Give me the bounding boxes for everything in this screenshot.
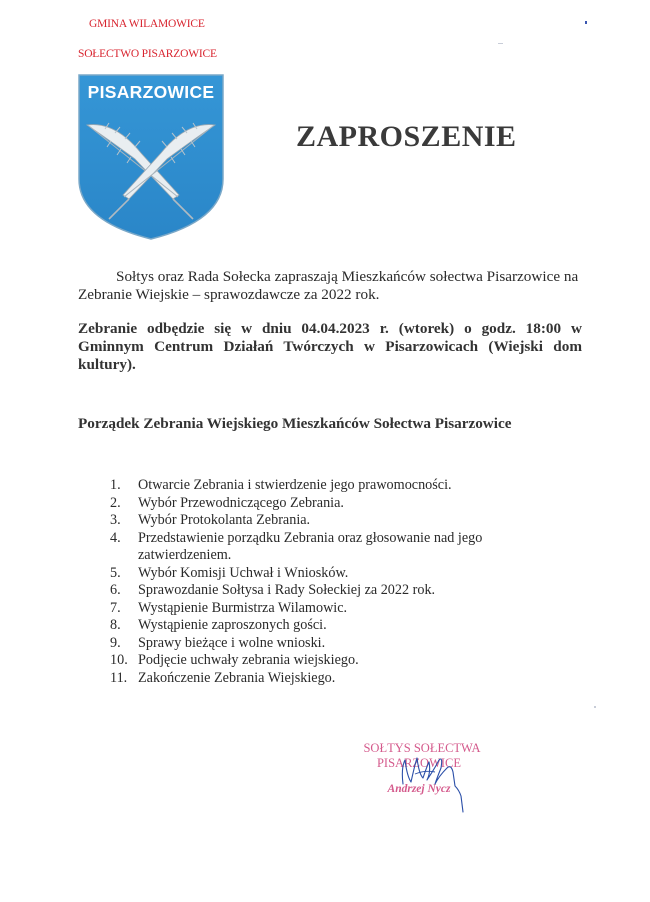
agenda-item-number: 1. <box>110 477 121 493</box>
agenda-item-text: Podjęcie uchwały zebrania wiejskiego. <box>138 652 359 668</box>
agenda-item-number: 4. <box>110 529 121 546</box>
agenda-list <box>110 477 490 687</box>
agenda-item-number: 10. <box>110 652 128 668</box>
agenda-item <box>110 512 490 530</box>
agenda-item-text: Sprawy bieżące i wolne wnioski. <box>138 634 326 651</box>
agenda-item-text: Wybór Komisji Uchwał i Wniosków. <box>138 564 349 581</box>
document-title: ZAPROSZENIE <box>296 120 517 153</box>
municipality-header: GMINA WILAMOWICE <box>89 18 205 30</box>
agenda-item <box>110 565 490 583</box>
agenda-item <box>110 635 490 653</box>
agenda-item-number: 3. <box>110 512 121 528</box>
agenda-item-text: Wybór Przewodniczącego Zebrania. <box>138 494 344 511</box>
official-stamp-with-signature <box>355 738 490 818</box>
agenda-item <box>110 670 490 688</box>
agenda-item <box>110 530 490 565</box>
agenda-item <box>110 652 490 670</box>
agenda-item-text: Przedstawienie porządku Zebrania oraz głosowanie nad jego zatwierdzeniem. <box>138 529 483 563</box>
intro-text: Sołtys oraz Rada Sołecka zapraszają Mieszkańców sołectwa Pisarzowice na Zebranie Wiejskie – sprawozdawcze za 2022 rok. <box>78 268 579 303</box>
stamp-name: Andrzej Nycz <box>387 783 451 795</box>
meeting-info-paragraph: Zebranie odbędzie się w dniu 04.04.2023 r. (wtorek) o godz. 18:00 w Gminnym Centrum Działań Twórczych w Pisarzowicach (Wiejski dom kultury). <box>78 320 582 373</box>
intro-paragraph <box>78 268 582 304</box>
agenda-item-number: 9. <box>110 634 121 651</box>
agenda-item-number: 7. <box>110 599 121 616</box>
agenda-item-number: 11. <box>110 669 128 686</box>
agenda-item-text: Wystąpienie Burmistrza Wilamowic. <box>138 599 348 616</box>
agenda-item-text: Wystąpienie zaproszonych gości. <box>138 617 327 633</box>
agenda-item-text: Wybór Protokolanta Zebrania. <box>138 512 311 528</box>
agenda-item <box>110 617 490 635</box>
agenda-title: Porządek Zebrania Wiejskiego Mieszkańców Sołectwa Pisarzowice <box>78 415 512 432</box>
agenda-item <box>110 495 490 513</box>
agenda-item <box>110 582 490 600</box>
agenda-item <box>110 600 490 618</box>
agenda-item-text: Otwarcie Zebrania i stwierdzenie jego prawomocności. <box>138 477 452 493</box>
village-council-header: SOŁECTWO PISARZOWICE <box>78 48 217 60</box>
pisarzowice-crest-logo <box>75 71 227 243</box>
agenda-item-number: 8. <box>110 617 121 633</box>
agenda-item-text: Sprawozdanie Sołtysa i Rady Sołeckiej za 2022 rok. <box>138 582 436 598</box>
stamp-line-2: PISARZOWICE <box>376 756 462 770</box>
agenda-item-number: 5. <box>110 564 121 581</box>
scan-speck <box>498 43 503 44</box>
agenda-item-number: 6. <box>110 582 121 598</box>
crest-label: PISARZOWICE <box>87 82 215 102</box>
agenda-item <box>110 477 490 495</box>
scan-speck <box>594 706 596 708</box>
scan-speck <box>585 21 587 24</box>
agenda-item-number: 2. <box>110 494 121 511</box>
stamp-line-1: SOŁTYS SOŁECTWA <box>363 741 481 755</box>
agenda-item-text: Zakończenie Zebrania Wiejskiego. <box>138 669 336 686</box>
